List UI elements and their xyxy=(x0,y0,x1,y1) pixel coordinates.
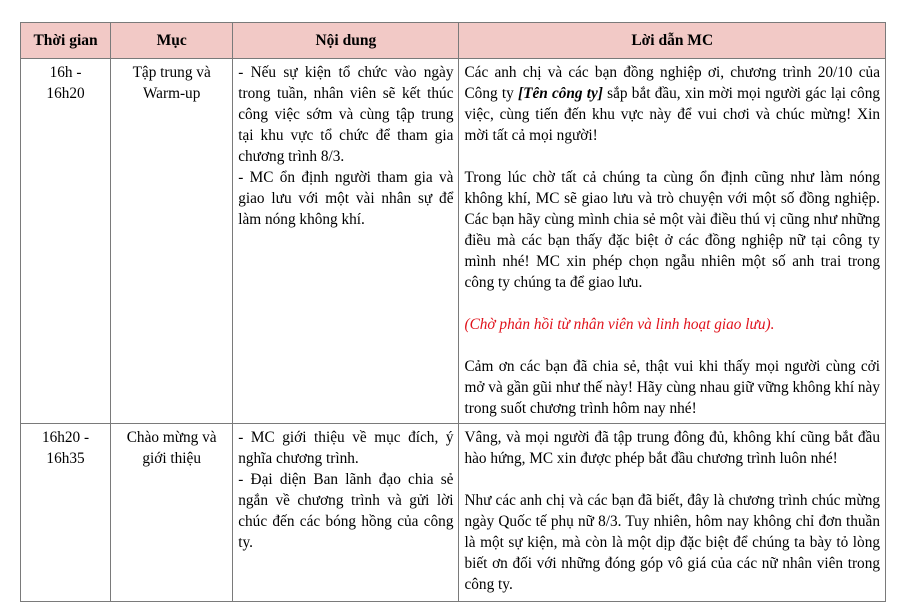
header-content: Nội dung xyxy=(233,23,459,59)
script-paragraph xyxy=(464,62,880,146)
item-label: Tập trung và Warm-up xyxy=(132,64,211,102)
script-text: sắp bắt đầu, xin mời mọi người gác lại công việc, cùng tiến đến khu vực này để vui chơi và chúc mừng! Xin mời tất cả mọi người! xyxy=(464,85,880,144)
content-line: - MC giới thiệu về mục đích, ý nghĩa chương trình. xyxy=(238,429,454,467)
time-cell xyxy=(21,59,111,424)
item-cell xyxy=(111,59,233,424)
script-paragraph: Vâng, và mọi người đã tập trung đông đủ, không khí cũng bắt đầu hào hứng, MC xin được phép bắt đầu chương trình luôn nhé! xyxy=(464,429,880,467)
header-time: Thời gian xyxy=(21,23,111,59)
script-stage-note: (Chờ phản hồi từ nhân viên và linh hoạt giao lưu). xyxy=(464,316,775,333)
header-item: Mục xyxy=(111,23,233,59)
table-header-row xyxy=(21,23,886,59)
script-paragraph: Như các anh chị và các bạn đã biết, đây là chương trình chúc mừng ngày Quốc tế phụ nữ 8/3. Tuy nhiên, hôm nay không chỉ đơn thuần là một sự kiện, mà còn là một dịp đặc biệt để chúng ta bày tỏ lòng biết ơn đối với những đóng góp vô giá của các nữ nhân viên trong công ty. xyxy=(464,492,880,593)
script-paragraph: Trong lúc chờ tất cả chúng ta cùng ổn định cũng như làm nóng không khí, MC sẽ giao lưu và trò chuyện với một số đồng nghiệp. Các bạn hãy cùng mình chia sẻ một vài điều thú vị cũng như những điều mà các bạn thấy đặc biệt ở các đồng nghiệp nữ tại công ty mình nhé! MC xin phép chọn ngẫu nhiên một số anh trai trong công ty chúng ta để giao lưu. xyxy=(464,169,880,291)
content-line: - Đại diện Ban lãnh đạo chia sẻ ngắn về chương trình và gửi lời chúc đến các bóng hồng của công ty. xyxy=(238,471,454,551)
table-row xyxy=(21,424,886,602)
item-cell xyxy=(111,424,233,602)
time-cell xyxy=(21,424,111,602)
table-row xyxy=(21,59,886,424)
company-name-placeholder: [Tên công ty] xyxy=(518,85,603,102)
time-end: 16h35 xyxy=(46,450,85,467)
time-start: 16h - xyxy=(49,64,82,81)
content-line: - MC ổn định người tham gia và giao lưu với một vài nhân sự để làm nóng không khí. xyxy=(238,169,454,228)
item-label: Chào mừng và giới thiệu xyxy=(126,429,217,467)
content-cell xyxy=(233,424,459,602)
script-paragraph: Cảm ơn các bạn đã chia sẻ, thật vui khi thấy mọi người cùng cởi mở và gần gũi như thế này! Hãy cùng nhau giữ vững không khí này trong suốt chương trình hôm nay nhé! xyxy=(464,358,880,417)
content-cell xyxy=(233,59,459,424)
time-start: 16h20 - xyxy=(41,429,90,446)
script-text: Các anh chị và các bạn đồng nghiệp ơi, chương trình 20/10 của Công ty xyxy=(464,64,880,102)
content-line: - Nếu sự kiện tổ chức vào ngày trong tuần, nhân viên sẽ kết thúc công việc sớm và cùng tập trung tại khu vực tổ chức để tham gia chương trình 8/3. xyxy=(238,64,454,165)
mc-script-cell xyxy=(459,424,886,602)
mc-script-cell xyxy=(459,59,886,424)
event-schedule-table xyxy=(20,22,886,602)
header-mc-script: Lời dẫn MC xyxy=(459,23,886,59)
time-end: 16h20 xyxy=(46,85,85,102)
